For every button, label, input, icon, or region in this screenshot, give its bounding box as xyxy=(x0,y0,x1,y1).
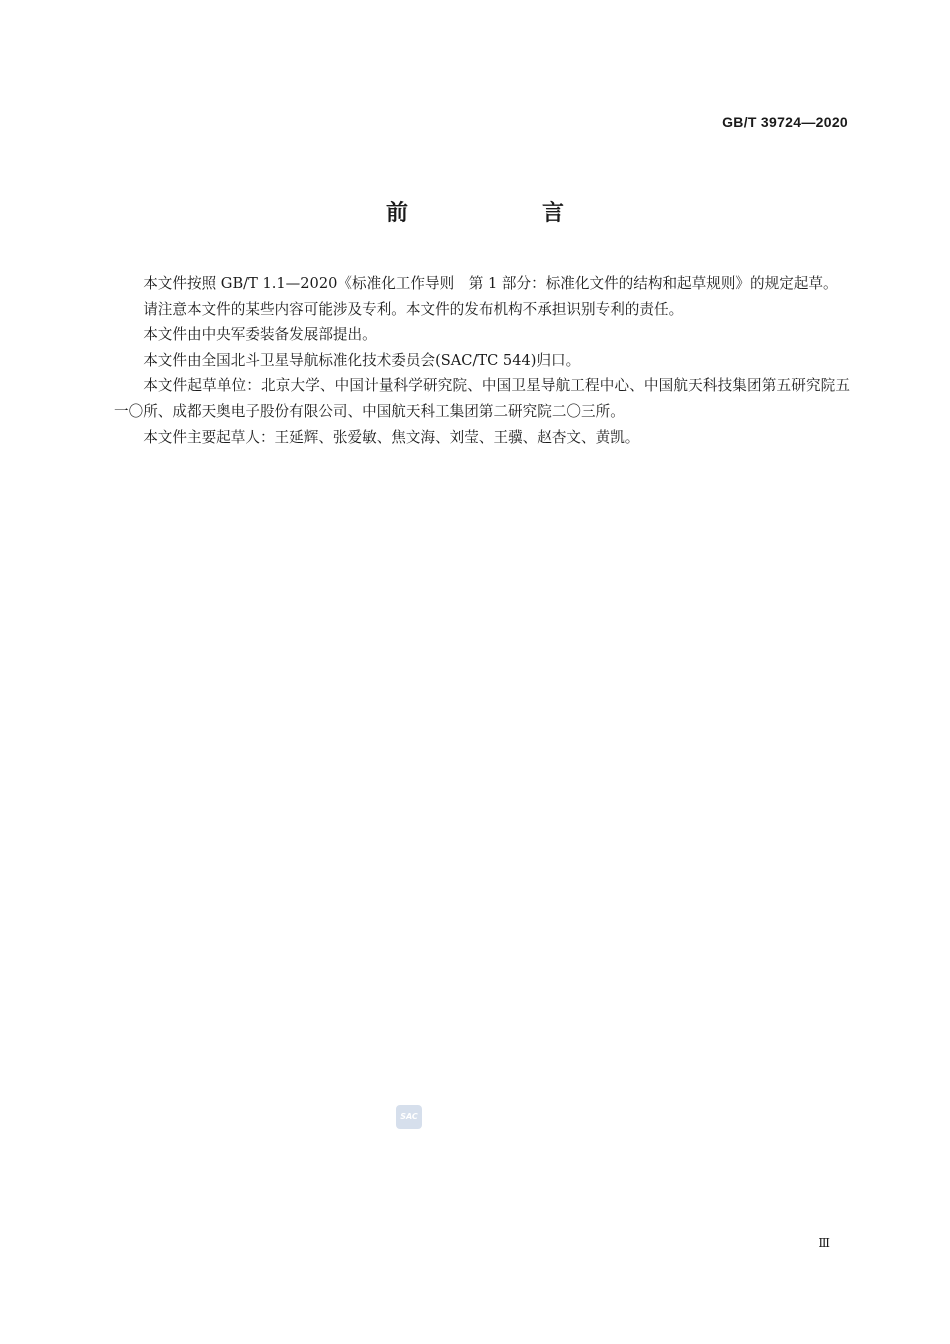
page-number: Ⅲ xyxy=(818,1236,830,1250)
paragraph-proposed-by: 本文件由中央军委装备发展部提出。 xyxy=(143,326,377,344)
standard-code: GB/T 39724—2020 xyxy=(722,114,848,130)
preface-body xyxy=(114,271,850,450)
sac-watermark-logo: SAC xyxy=(396,1105,422,1129)
paragraph-drafting-units: 本文件起草单位：北京大学、中国计量科学研究院、中国卫星导航工程中心、中国航天科技集团第五研究院五一〇所、成都天奥电子股份有限公司、中国航天科工集团第二研究院二〇三所。 xyxy=(114,377,850,420)
page-title: 前 言 xyxy=(385,201,620,226)
paragraph-drafting-rules: 本文件按照 GB/T 1.1—2020《标准化工作导则 第 1 部分：标准化文件的结构和起草规则》的规定起草。 xyxy=(143,275,838,292)
paragraph-patent-notice: 请注意本文件的某些内容可能涉及专利。本文件的发布机构不承担识别专利的责任。 xyxy=(143,300,684,318)
paragraph-main-drafters: 本文件主要起草人：王延辉、张爱敏、焦文海、刘莹、王骥、赵杏文、黄凯。 xyxy=(143,428,640,446)
paragraph-under-jurisdiction: 本文件由全国北斗卫星导航标准化技术委员会(SAC/TC 544)归口。 xyxy=(143,351,581,369)
